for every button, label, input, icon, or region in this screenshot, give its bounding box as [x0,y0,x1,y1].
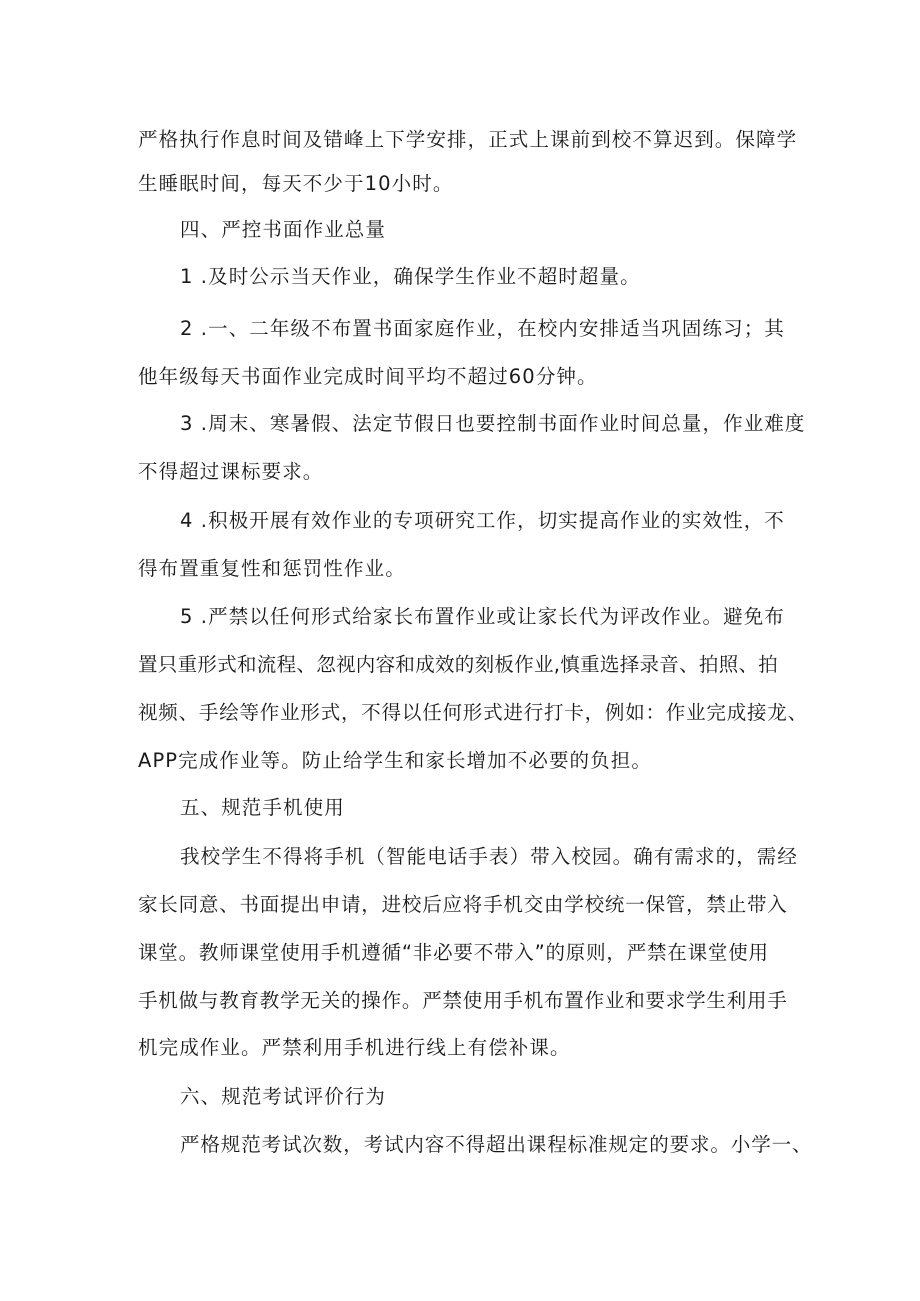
section-heading: 五、规范手机使用 [180,796,345,819]
paragraph-line: 手机做与教育教学无关的操作。严禁使用手机布置作业和要求学生利用手 [138,989,788,1012]
list-item-line: 3 .周末、寒暑假、法定节假日也要控制书面作业时间总量，作业难度 [180,412,806,435]
list-item-line: 1 .及时公示当天作业，确保学生作业不超时超量。 [180,265,641,288]
list-item-line: 置只重形式和流程、忽视内容和成效的刻板作业,慎重选择录音、拍照、拍 [138,653,779,676]
list-item-line: 视频、手绘等作业形式，不得以任何形式进行打卡，例如：作业完成接龙、 [138,701,808,724]
list-item-line: 得布置重复性和惩罚性作业。 [138,557,406,580]
paragraph-line: 生睡眠时间，每天不少于10小时。 [138,172,454,195]
list-item-line: 4 .积极开展有效作业的专项研究工作，切实提高作业的实效性，不 [180,509,785,532]
paragraph-line: 严格规范考试次数，考试内容不得超出课程标准规定的要求。小学一、 [180,1133,813,1156]
paragraph-line: 机完成作业。严禁利用手机进行线上有偿补课。 [138,1036,571,1059]
list-item-line: APP完成作业等。防止给学生和家长增加不必要的负担。 [138,749,652,772]
list-item-line: 5 .严禁以任何形式给家长布置作业或让家长代为评改作业。避免布 [180,605,785,628]
section-heading: 六、规范考试评价行为 [180,1085,387,1108]
list-item-line: 他年级每天书面作业完成时间平均不超过60分钟。 [138,365,598,388]
paragraph-line: 严格执行作息时间及错峰上下学安排，正式上课前到校不算迟到。保障学 [138,128,798,151]
paragraph-line: 家长同意、书面提出申请，进校后应将手机交由学校统一保管，禁止带入 [138,893,788,916]
section-heading: 四、严控书面作业总量 [180,218,387,241]
paragraph-line: 我校学生不得将手机（智能电话手表）带入校园。确有需求的，需经 [180,845,799,868]
list-item-line: 2 .一、二年级不布置书面家庭作业，在校内安排适当巩固练习；其 [180,317,785,340]
paragraph-line: 课堂。教师课堂使用手机遵循“非必要不带入”的原则，严禁在课堂使用 [138,941,769,964]
list-item-line: 不得超过课标要求。 [138,460,324,483]
